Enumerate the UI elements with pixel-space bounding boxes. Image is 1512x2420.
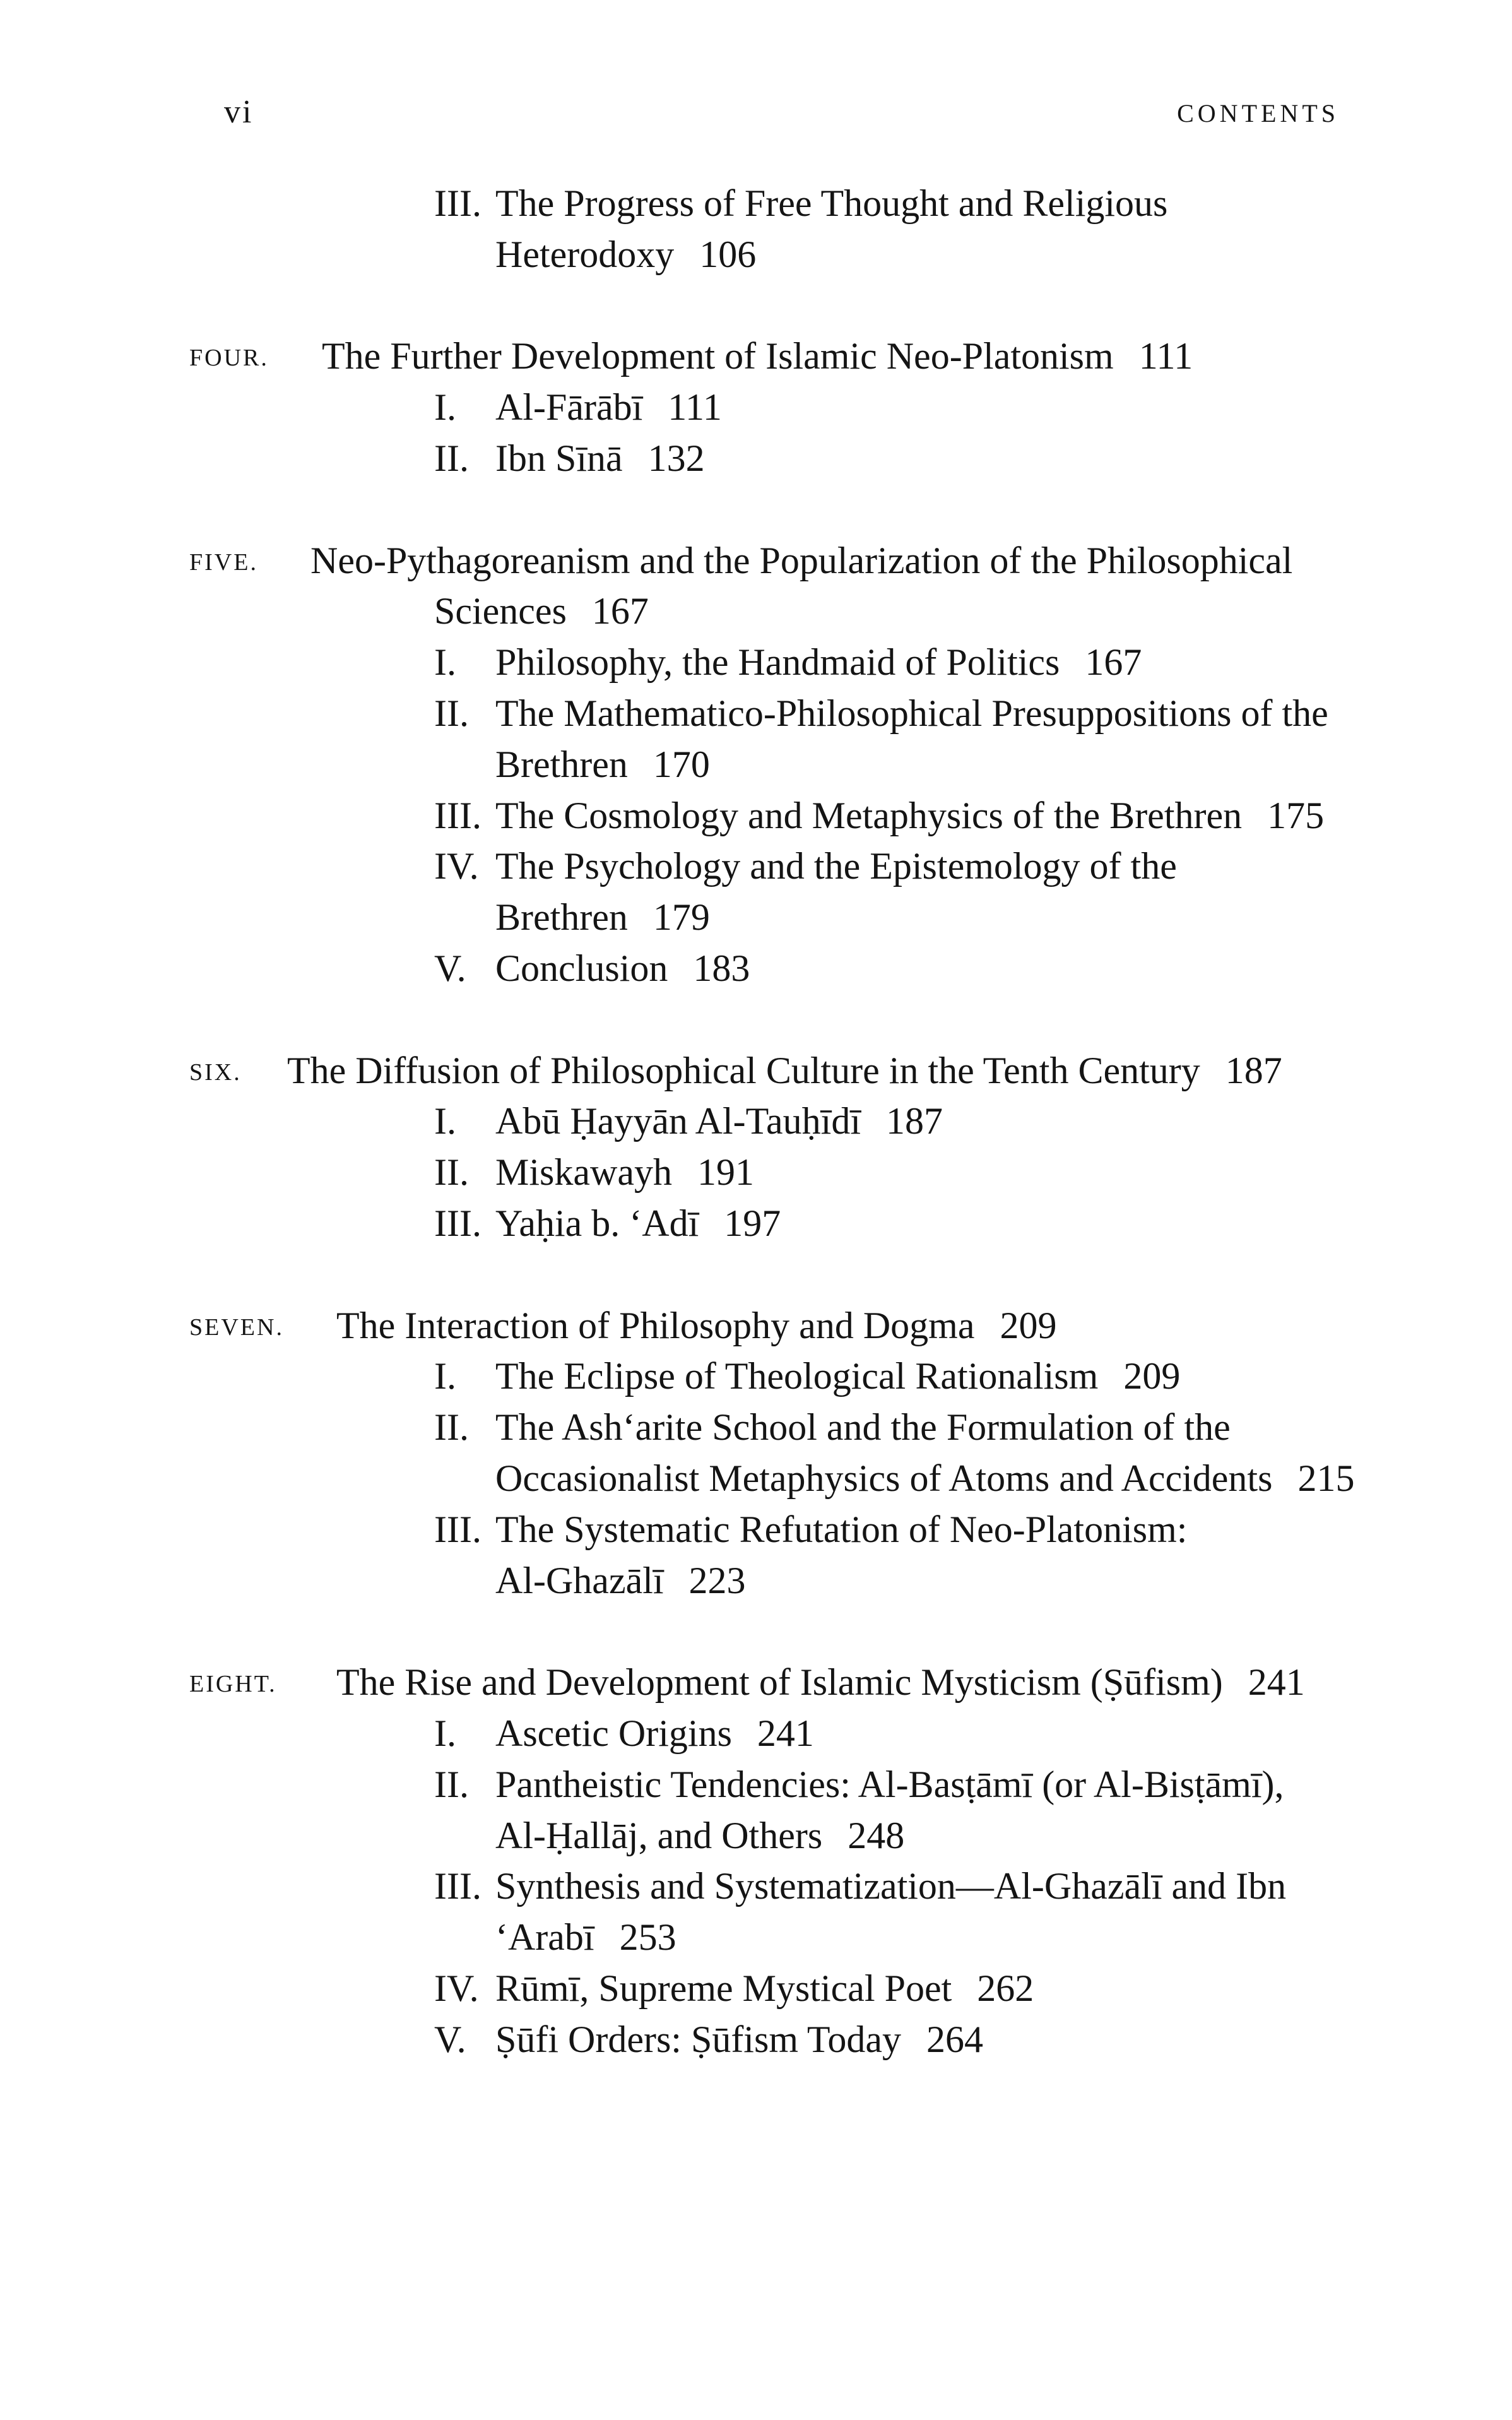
section-number: III. (434, 1202, 481, 1244)
section-number: III. (434, 794, 481, 836)
section-link[interactable] (495, 688, 1328, 739)
section-link[interactable] (495, 433, 705, 484)
toc-continuation (0, 1555, 1512, 1606)
section-title: The Systematic Refutation of Neo-Platonism: (495, 1508, 1188, 1550)
section-title: The Eclipse of Theological Rationalism (495, 1355, 1099, 1397)
section-number: II. (434, 1763, 469, 1805)
continuation-text: Brethren (495, 743, 628, 785)
toc-section (0, 1759, 1512, 1810)
toc-continuation (0, 1912, 1512, 1963)
chapter-label: EIGHT. (189, 1671, 277, 1698)
page-ref: 264 (926, 2018, 984, 2060)
continuation-text: Al-Ḥallāj, and Others (495, 1814, 823, 1856)
chapter-link[interactable] (322, 331, 1193, 382)
page-ref: 241 (757, 1712, 814, 1754)
toc-section (0, 637, 1512, 688)
running-title: CONTENTS (1177, 99, 1339, 128)
toc-gap (0, 280, 1512, 331)
page-ref: 209 (1123, 1355, 1181, 1397)
chapter-title: Neo-Pythagoreanism and the Popularization of the Philosophical (310, 539, 1293, 581)
continuation-text: Brethren (495, 896, 628, 939)
section-link[interactable] (495, 790, 1324, 841)
continuation-link[interactable] (495, 739, 710, 790)
section-title: Yaḥia b. ʻAdī (495, 1202, 699, 1244)
section-link[interactable] (495, 1861, 1286, 1912)
page-ref: 223 (688, 1559, 746, 1601)
continuation-link[interactable] (495, 892, 710, 943)
section-title: Philosophy, the Handmaid of Politics (495, 641, 1060, 684)
section-title: Ascetic Origins (495, 1712, 732, 1754)
page-ref: 167 (591, 590, 649, 632)
section-number: II. (434, 1406, 469, 1449)
page-number: vi (224, 94, 254, 130)
section-number: V. (434, 947, 466, 989)
page-ref: 111 (668, 386, 722, 429)
section-link[interactable] (495, 178, 1167, 229)
toc-continuation (0, 229, 1512, 280)
toc-chapter (0, 1045, 1512, 1096)
section-title: Pantheistic Tendencies: Al-Basṭāmī (or Al-Bisṭāmī), (495, 1763, 1284, 1805)
section-link[interactable] (495, 1963, 1034, 2014)
section-title: Al-Fārābī (495, 386, 643, 429)
chapter-link[interactable] (287, 1045, 1282, 1096)
continuation-text: Sciences (434, 590, 567, 632)
page-ref: 111 (1138, 335, 1193, 377)
continuation-text: ʻArabī (495, 1916, 594, 1959)
continuation-link[interactable] (495, 1810, 904, 1861)
section-title: Rūmī, Supreme Mystical Poet (495, 1967, 952, 2009)
section-number: I. (434, 1712, 456, 1754)
toc-section (0, 1861, 1512, 1912)
toc-gap (0, 1606, 1512, 1657)
chapter-title: The Further Development of Islamic Neo-Platonism (322, 335, 1114, 377)
section-link[interactable] (495, 637, 1142, 688)
toc-chapter (0, 331, 1512, 382)
section-link[interactable] (495, 1198, 781, 1249)
section-number: V. (434, 2018, 466, 2060)
toc-section (0, 1402, 1512, 1453)
section-title: Ibn Sīnā (495, 437, 623, 479)
toc-section (0, 178, 1512, 229)
toc-gap (0, 484, 1512, 535)
continuation-link[interactable] (495, 229, 756, 280)
section-title: The Mathematico-Philosophical Presuppositions of the (495, 692, 1328, 734)
section-link[interactable] (495, 1504, 1187, 1555)
continuation-text: Al-Ghazālī (495, 1559, 664, 1601)
toc-continuation (0, 892, 1512, 943)
toc-chapter (0, 535, 1512, 586)
continuation-link[interactable] (434, 586, 649, 637)
toc-section (0, 790, 1512, 841)
toc-section (0, 688, 1512, 739)
section-link[interactable] (495, 943, 750, 994)
section-number: III. (434, 182, 481, 224)
section-number: I. (434, 386, 456, 429)
toc-continuation (0, 1453, 1512, 1504)
page-ref: 248 (848, 1814, 905, 1856)
chapter-label: FOUR. (189, 345, 269, 372)
toc-section (0, 433, 1512, 484)
section-number: IV. (434, 1967, 479, 2009)
continuation-link[interactable] (495, 1555, 746, 1606)
section-link[interactable] (495, 1351, 1180, 1402)
section-title: The Ashʻarite School and the Formulation of the (495, 1406, 1231, 1449)
toc-section (0, 1708, 1512, 1759)
section-number: I. (434, 1100, 456, 1142)
chapter-label: SIX. (189, 1059, 242, 1086)
section-number: III. (434, 1508, 481, 1550)
continuation-link[interactable] (495, 1912, 676, 1963)
continuation-text: Heterodoxy (495, 233, 675, 275)
section-title: Miskawayh (495, 1151, 672, 1194)
page-ref: 215 (1297, 1457, 1355, 1499)
chapter-label: SEVEN. (189, 1314, 284, 1341)
section-link[interactable] (495, 1759, 1284, 1810)
toc-chapter (0, 1657, 1512, 1708)
page-ref: 187 (1225, 1049, 1282, 1091)
chapter-title: The Rise and Development of Islamic Mysticism (Ṣūfism) (336, 1661, 1223, 1704)
section-link[interactable] (495, 382, 722, 433)
toc-gap (0, 1249, 1512, 1300)
toc-continuation (0, 1810, 1512, 1861)
toc-section (0, 2014, 1512, 2065)
page-ref: 197 (724, 1202, 781, 1244)
section-link[interactable] (495, 841, 1177, 892)
chapter-label: FIVE. (189, 549, 258, 576)
section-number: IV. (434, 845, 479, 887)
section-link[interactable] (495, 1402, 1231, 1453)
section-title: The Psychology and the Epistemology of the (495, 845, 1177, 887)
page-ref: 253 (619, 1916, 676, 1959)
section-number: II. (434, 1151, 469, 1194)
section-title: The Cosmology and Metaphysics of the Brethren (495, 794, 1243, 836)
chapter-title: The Interaction of Philosophy and Dogma (336, 1304, 975, 1346)
table-of-contents (0, 178, 1512, 2065)
continuation-link[interactable] (495, 1453, 1354, 1504)
toc-chapter (0, 1300, 1512, 1351)
toc-continuation (0, 739, 1512, 790)
chapter-link[interactable] (336, 1300, 1056, 1351)
section-number: I. (434, 641, 456, 684)
section-title: The Progress of Free Thought and Religious (495, 182, 1168, 224)
toc-section (0, 841, 1512, 892)
page-ref: 191 (697, 1151, 754, 1194)
section-number: II. (434, 692, 469, 734)
toc-section (0, 1147, 1512, 1198)
section-link[interactable] (495, 1096, 943, 1147)
section-link[interactable] (495, 1708, 814, 1759)
section-title: Synthesis and Systematization—Al-Ghazālī and Ibn (495, 1865, 1287, 1907)
toc-section (0, 1096, 1512, 1147)
toc-continuation (0, 586, 1512, 637)
section-title: Conclusion (495, 947, 668, 989)
page-ref: 179 (653, 896, 710, 939)
toc-section (0, 1963, 1512, 2014)
toc-section (0, 382, 1512, 433)
section-link[interactable] (495, 2014, 983, 2065)
page-ref: 170 (653, 743, 710, 785)
toc-section (0, 1504, 1512, 1555)
chapter-link[interactable] (310, 535, 1292, 586)
section-title: Abū Ḥayyān Al-Tauḥīdī (495, 1100, 861, 1142)
toc-section (0, 1351, 1512, 1402)
page-ref: 183 (693, 947, 750, 989)
page-ref: 167 (1085, 641, 1142, 684)
continuation-text: Occasionalist Metaphysics of Atoms and Accidents (495, 1457, 1273, 1499)
section-number: II. (434, 437, 469, 479)
chapter-title: The Diffusion of Philosophical Culture in the Tenth Century (287, 1049, 1200, 1091)
section-link[interactable] (495, 1147, 754, 1198)
section-title: Ṣūfi Orders: Ṣūfism Today (495, 2018, 902, 2060)
section-number: I. (434, 1355, 456, 1397)
section-number: III. (434, 1865, 481, 1907)
toc-section (0, 1198, 1512, 1249)
page-ref: 106 (699, 233, 757, 275)
toc-section (0, 943, 1512, 994)
page-header (0, 93, 1512, 138)
page-ref: 262 (977, 1967, 1034, 2009)
page-ref: 241 (1248, 1661, 1305, 1704)
page-ref: 132 (647, 437, 705, 479)
page-ref: 187 (886, 1100, 943, 1142)
page-ref: 175 (1267, 794, 1325, 836)
page-ref: 209 (1000, 1304, 1057, 1346)
chapter-link[interactable] (336, 1657, 1305, 1708)
toc-gap (0, 994, 1512, 1045)
